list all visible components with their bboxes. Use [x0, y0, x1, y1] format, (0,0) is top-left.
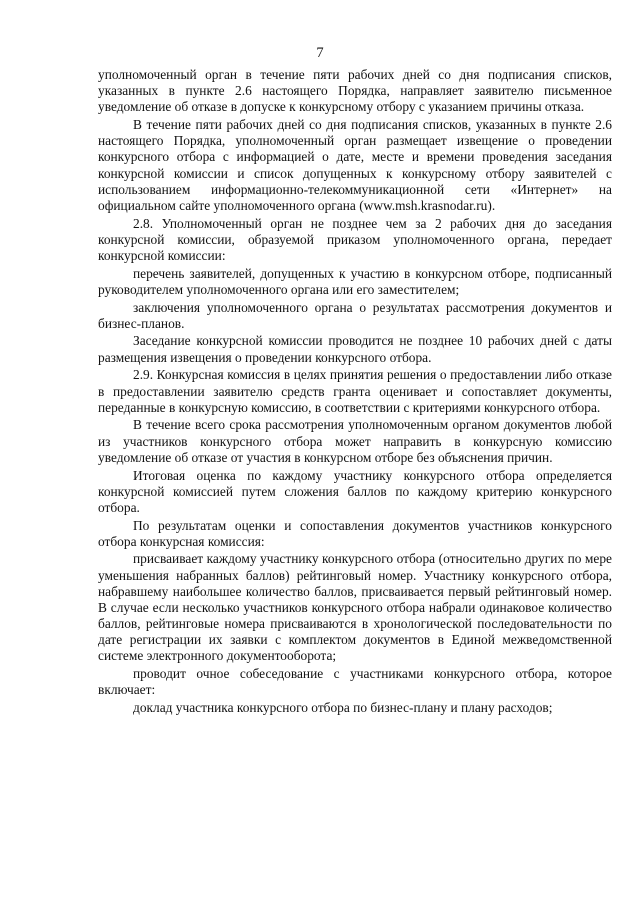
paragraph-rating-assignment: присваивает каждому участнику конкурсного отбора (относительно других по мере уменьшения набранных баллов) рейтинговый номер. Участнику конкурсного отбора, набравшему наибольшее количество баллов, присваивается первый рейтинговый номер. В случае если несколько участников конкурсного отбора набрали одинаковое количество баллов, рейтинговые номера присваиваются в хронологической последовательности по дате регистрации их заявки с комплектом документов в Единой межведомственной системе электронного документооборота; — [98, 551, 612, 664]
paragraph-meeting-deadline: Заседание конкурсной комиссии проводится не позднее 10 рабочих дней с даты размещения извещения о проведении конкурсного отбора. — [98, 333, 612, 365]
paragraph-applicants-list: перечень заявителей, допущенных к участию в конкурсном отборе, подписанный руководителем уполномоченного органа или его заместителем; — [98, 265, 612, 297]
paragraph-refusal-notice: уполномоченный орган в течение пяти рабочих дней со дня подписания списков, указанных в пункте 2.6 настоящего Порядка, направляет заявителю письменное уведомление об отказе в допуске к конкурсному отбору с указанием причины отказа. — [98, 67, 612, 115]
paragraph-2-9: 2.9. Конкурсная комиссия в целях принятия решения о предоставлении либо отказе в предоставлении заявителю средств гранта оценивает и сопоставляет документы, переданные в конкурсную комиссию, в соответствии с критериями конкурсного отбора. — [98, 367, 612, 415]
page-number: 7 — [316, 45, 324, 61]
paragraph-final-score: Итоговая оценка по каждому участнику конкурсного отбора определяется конкурсной комиссией путем сложения баллов по каждому критерию конкурсного отбора. — [98, 467, 612, 515]
paragraph-business-plan-report: доклад участника конкурсного отбора по бизнес-плану и плану расходов; — [133, 700, 553, 716]
paragraph-evaluation-results: По результатам оценки и сопоставления документов участников конкурсного отбора конкурсная комиссия: — [98, 517, 612, 549]
paragraph-conclusions: заключения уполномоченного органа о результатах рассмотрения документов и бизнес-планов. — [98, 299, 612, 331]
paragraph-2-8: 2.8. Уполномоченный орган не позднее чем за 2 рабочих дня до заседания конкурсной комиссии, образуемой приказом уполномоченного органа, передает конкурсной комиссии: — [98, 215, 612, 263]
paragraph-publication-notice: В течение пяти рабочих дней со дня подписания списков, указанных в пункте 2.6 настоящего Порядка, уполномоченный орган размещает извещение о проведении конкурсного отбора с информацией о дате, месте и времени проведения заседания конкурсной комиссии и список допущенных к конкурсному отбору заявителей с использованием информационно-телекоммуникационной сети «Интернет» на официальном сайте уполномоченного органа (www.msh.krasnodar.ru). — [98, 117, 612, 213]
document-body — [98, 67, 612, 718]
paragraph-withdrawal: В течение всего срока рассмотрения уполномоченным органом документов любой из участников конкурсного отбора может направить в конкурсную комиссию уведомление об отказе от участия в конкурсном отборе без объяснения причин. — [98, 417, 612, 465]
paragraph-interview: проводит очное собеседование с участниками конкурсного отбора, которое включает: — [98, 666, 612, 698]
